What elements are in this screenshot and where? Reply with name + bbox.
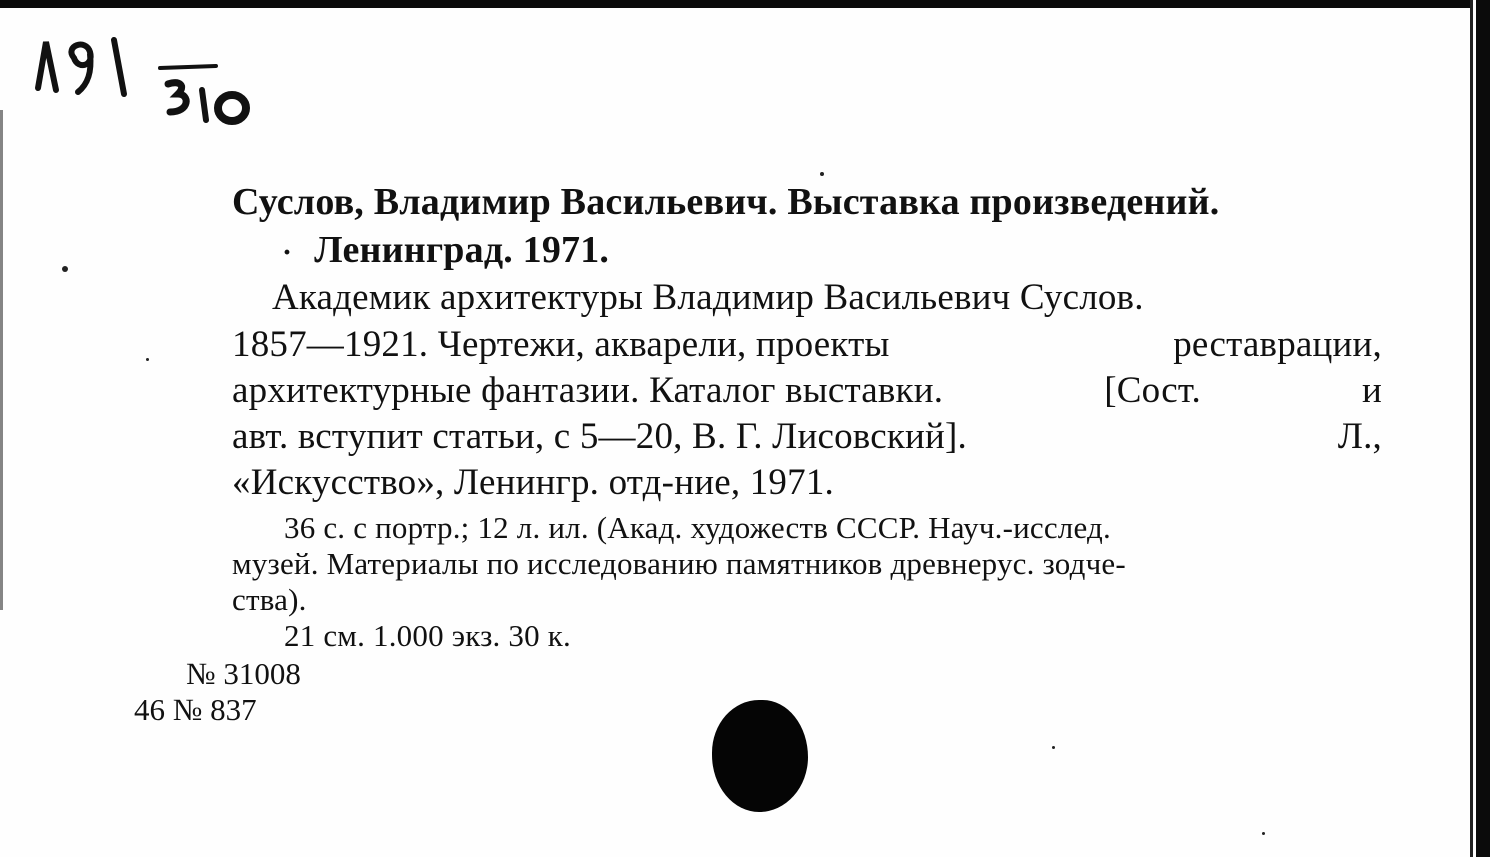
accession-number-1: № 31008 <box>186 656 301 691</box>
description-line-2b: реставрации, <box>1173 324 1382 365</box>
collation-line-1: 36 с. с портр.; 12 л. ил. (Акад. художеств СССР. Науч.-исслед. <box>284 510 1111 545</box>
collation-line-2: музей. Материалы по исследованию памятников древнерус. зодче- <box>232 546 1126 581</box>
scan-speck <box>1262 832 1265 835</box>
card-left-edge <box>0 110 3 610</box>
card-right-gap <box>1473 0 1476 857</box>
punch-hole-mark <box>712 700 808 812</box>
description-line-2 <box>232 323 1382 366</box>
accession-number-2: 46 № 837 <box>134 692 257 727</box>
card-heading-city-year: Ленинград. 1971. <box>314 229 610 271</box>
description-line-4a: авт. вступит статьи, с 5—20, В. Г. Лисовский]. <box>232 416 967 457</box>
handwritten-shelfmark <box>30 28 270 158</box>
description-line-4 <box>232 415 1382 458</box>
card-right-edge <box>1476 0 1490 857</box>
card-right-line <box>1470 0 1473 857</box>
description-line-3b: [Сост. <box>1104 370 1201 411</box>
scan-speck <box>1052 746 1055 749</box>
scan-speck <box>146 358 149 361</box>
description-line-3 <box>232 369 1382 412</box>
card-heading-line-1: Суслов, Владимир Васильевич. Выставка произведений. <box>232 181 1220 223</box>
scan-speck <box>820 172 824 176</box>
description-line-1: Академик архитектуры Владимир Васильевич Суслов. <box>272 277 1144 318</box>
description-line-2a: 1857—1921. Чертежи, акварели, проекты <box>232 324 890 365</box>
collation-line-4: 21 см. 1.000 экз. 30 к. <box>284 618 571 653</box>
description-line-5: «Искусство», Ленингр. отд-ние, 1971. <box>232 462 834 503</box>
collation-line-3: ства). <box>232 582 307 617</box>
description-line-3c: и <box>1361 370 1382 411</box>
bullet-mark: · <box>282 236 293 269</box>
description-line-3a: архитектурные фантазии. Каталог выставки. <box>232 370 944 411</box>
card-heading-line-2 <box>282 228 609 272</box>
description-line-4b: Л., <box>1337 416 1382 457</box>
scan-speck <box>62 266 68 272</box>
card-top-edge <box>0 0 1490 8</box>
